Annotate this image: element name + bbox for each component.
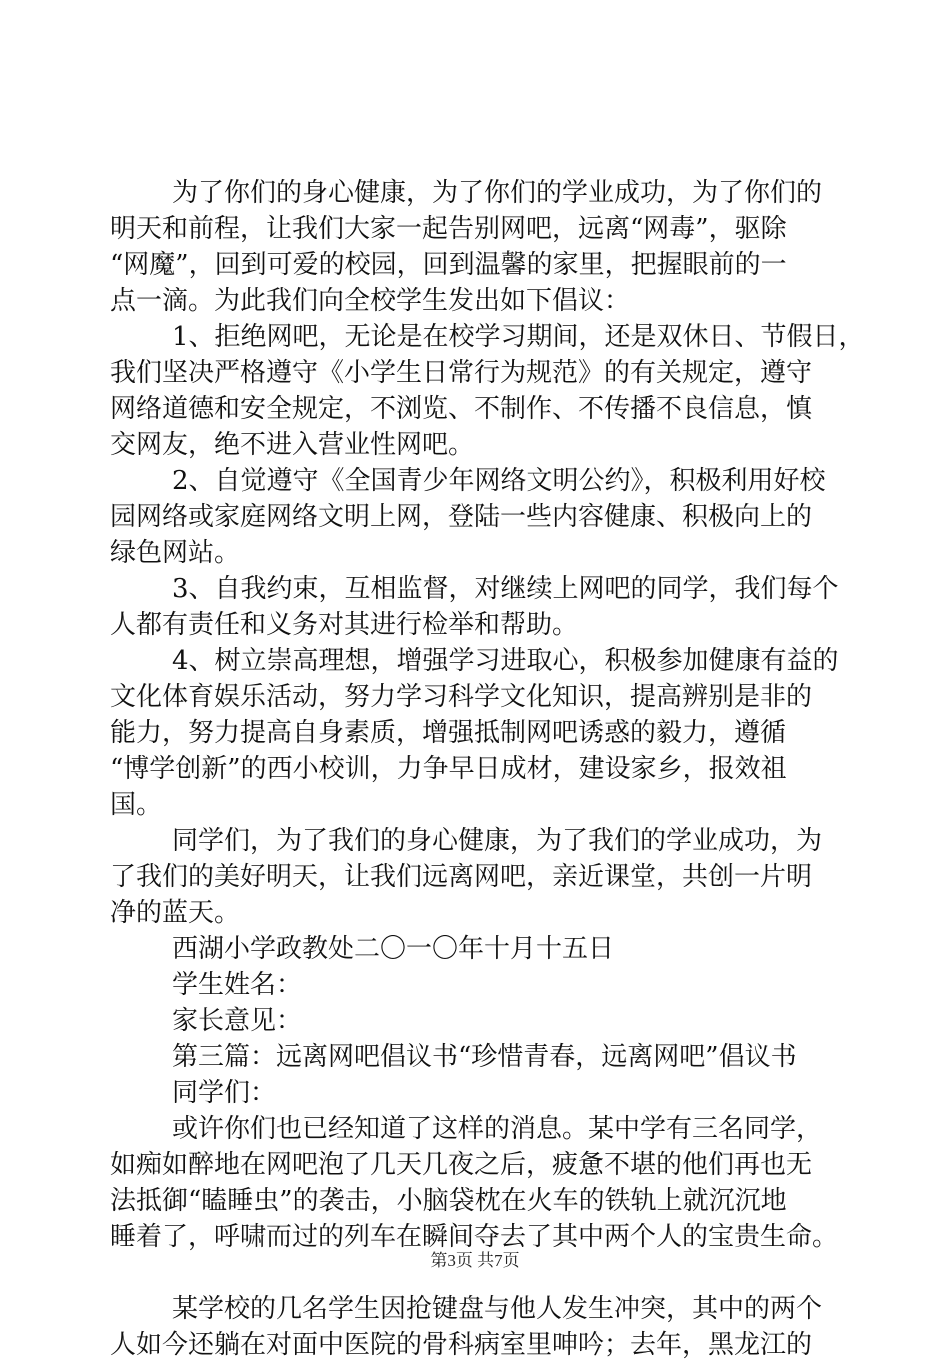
document-body xyxy=(110,175,870,1363)
text-line: 交网友，绝不进入营业性网吧。 xyxy=(110,430,475,460)
text-line: 1、拒绝网吧，无论是在校学习期间，还是双休日、节假日， xyxy=(172,322,865,352)
text-line: 能力，努力提高自身素质，增强抵制网吧诱惑的毅力，遵循 xyxy=(110,718,787,748)
text-line: 人如今还躺在对面中医院的骨科病室里呻吟；去年，黑龙江的 xyxy=(110,1330,813,1360)
text-line: 点一滴。为此我们向全校学生发出如下倡议： xyxy=(110,286,631,316)
text-line: 绿色网站。 xyxy=(110,538,241,568)
text-line: 为了你们的身心健康，为了你们的学业成功，为了你们的 xyxy=(172,178,823,208)
text-line: 同学们： xyxy=(172,1078,277,1108)
text-line: 园网络或家庭网络文明上网，登陆一些内容健康、积极向上的 xyxy=(110,502,813,532)
text-line: 了我们的美好明天，让我们远离网吧，亲近课堂，共创一片明 xyxy=(110,862,813,892)
text-line: 某学校的几名学生因抢键盘与他人发生冲突，其中的两个 xyxy=(172,1294,823,1324)
text-line: 我们坚决严格遵守《小学生日常行为规范》的有关规定，遵守 xyxy=(110,358,813,388)
text-line: 国。 xyxy=(110,790,163,820)
text-line: 明天和前程，让我们大家一起告别网吧，远离“网毒”，驱除 xyxy=(110,214,787,244)
text-line: “博学创新”的西小校训，力争早日成材，建设家乡，报效祖 xyxy=(110,754,787,784)
text-line: 法抵御“瞌睡虫”的袭击，小脑袋枕在火车的铁轨上就沉沉地 xyxy=(110,1186,787,1216)
text-line: 如痴如醉地在网吧泡了几天几夜之后，疲惫不堪的他们再也无 xyxy=(110,1150,813,1180)
text-line: 网络道德和安全规定，不浏览、不制作、不传播不良信息，慎 xyxy=(110,394,813,424)
text-line: 睡着了，呼啸而过的列车在瞬间夺去了其中两个人的宝贵生命。 xyxy=(110,1222,839,1252)
text-line: 家长意见： xyxy=(172,1006,303,1036)
text-line: 3、自我约束，互相监督，对继续上网吧的同学，我们每个 xyxy=(172,574,839,604)
text-line: 或许你们也已经知道了这样的消息。某中学有三名同学， xyxy=(172,1114,823,1144)
text-line: 文化体育娱乐活动，努力学习科学文化知识，提高辨别是非的 xyxy=(110,682,813,712)
text-line: 第三篇：远离网吧倡议书“珍惜青春，远离网吧”倡议书 xyxy=(172,1042,797,1072)
page-footer: 第3页 共7页 xyxy=(430,1251,520,1270)
text-line: 同学们，为了我们的身心健康，为了我们的学业成功，为 xyxy=(172,826,823,856)
text-line: 2、自觉遵守《全国青少年网络文明公约》，积极利用好校 xyxy=(172,466,826,496)
text-line: 学生姓名： xyxy=(172,970,303,1000)
text-line: 净的蓝天。 xyxy=(110,898,241,928)
text-line: 西湖小学政教处二〇一〇年十月十五日 xyxy=(172,934,615,964)
text-line: 4、树立崇高理想，增强学习进取心，积极参加健康有益的 xyxy=(172,646,839,676)
text-line: “网魔”，回到可爱的校园，回到温馨的家里，把握眼前的一 xyxy=(110,250,787,280)
text-line: 人都有责任和义务对其进行检举和帮助。 xyxy=(110,610,579,640)
